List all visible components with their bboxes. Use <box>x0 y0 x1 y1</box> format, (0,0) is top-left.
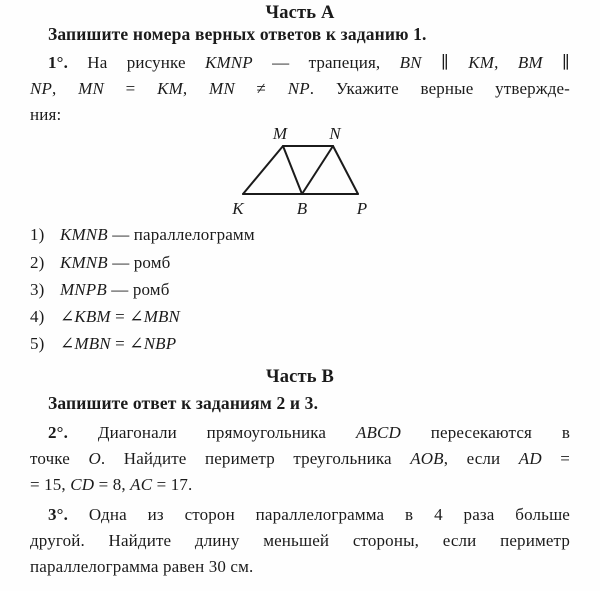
answer-option-5 <box>30 330 570 357</box>
option-text: ∠KBM = ∠MBN <box>60 307 181 326</box>
problem-1-text <box>30 50 570 128</box>
vertex-label-M: M <box>272 124 288 143</box>
answer-option-1 <box>30 221 570 248</box>
answer-option-3 <box>30 276 570 303</box>
vertex-label-P: P <box>356 199 368 218</box>
option-text: ∠MBN = ∠NBP <box>60 334 177 353</box>
part-b-instruction: Запишите ответ к заданиям 2 и 3. <box>48 393 319 413</box>
problem-2-line-3: = 15, CD = 8, AC = 17. <box>30 475 193 494</box>
problem-1-line-1: 1°. На рисунке KMNP — трапеция, BN ∥ KM, BM ∥ <box>48 53 570 72</box>
trapezoid-figure <box>225 124 385 218</box>
problem-2-text <box>30 420 570 498</box>
part-b-heading: Часть В <box>266 367 334 387</box>
segment-BN <box>302 146 333 194</box>
part-a-instruction: Запишите номера верных ответов к заданию 1. <box>48 24 427 44</box>
problem-1-line-3: ния: <box>30 105 62 124</box>
part-a-heading: Часть А <box>265 3 335 23</box>
problem-3-line-1: 3°. Одна из сторон параллелограмма в 4 раза больше <box>48 505 570 524</box>
problem-3-line-2: другой. Найдите длину меньшей стороны, если периметр <box>30 531 570 550</box>
segment-MB <box>283 146 302 194</box>
problem-3-text <box>30 502 570 580</box>
problem-2-line-1: 2°. Диагонали прямоугольника ABCD пересекаются в <box>48 423 570 442</box>
problem-1-line-2: NP, MN = KM, MN ≠ NP. Укажите верные утвержде- <box>30 79 570 98</box>
option-number: 1) <box>30 225 45 244</box>
option-text: KMNB — параллелограмм <box>60 225 255 244</box>
vertex-label-K: K <box>232 199 244 218</box>
option-number: 4) <box>30 307 45 326</box>
vertex-label-N: N <box>329 124 341 143</box>
answer-option-4 <box>30 303 570 330</box>
option-text: KMNB — ромб <box>60 253 171 272</box>
problem-2-line-2: точке O. Найдите периметр треугольника AOB, если AD = <box>30 449 570 468</box>
segment-KM <box>243 146 283 194</box>
vertex-label-B: B <box>296 199 308 218</box>
segment-NP <box>333 146 358 194</box>
answer-option-2 <box>30 249 570 276</box>
option-number: 5) <box>30 334 45 353</box>
problem-3-line-3: параллелограмма равен 30 см. <box>30 557 254 576</box>
option-number: 3) <box>30 280 45 299</box>
option-text: MNPB — ромб <box>60 280 170 299</box>
option-number: 2) <box>30 253 45 272</box>
